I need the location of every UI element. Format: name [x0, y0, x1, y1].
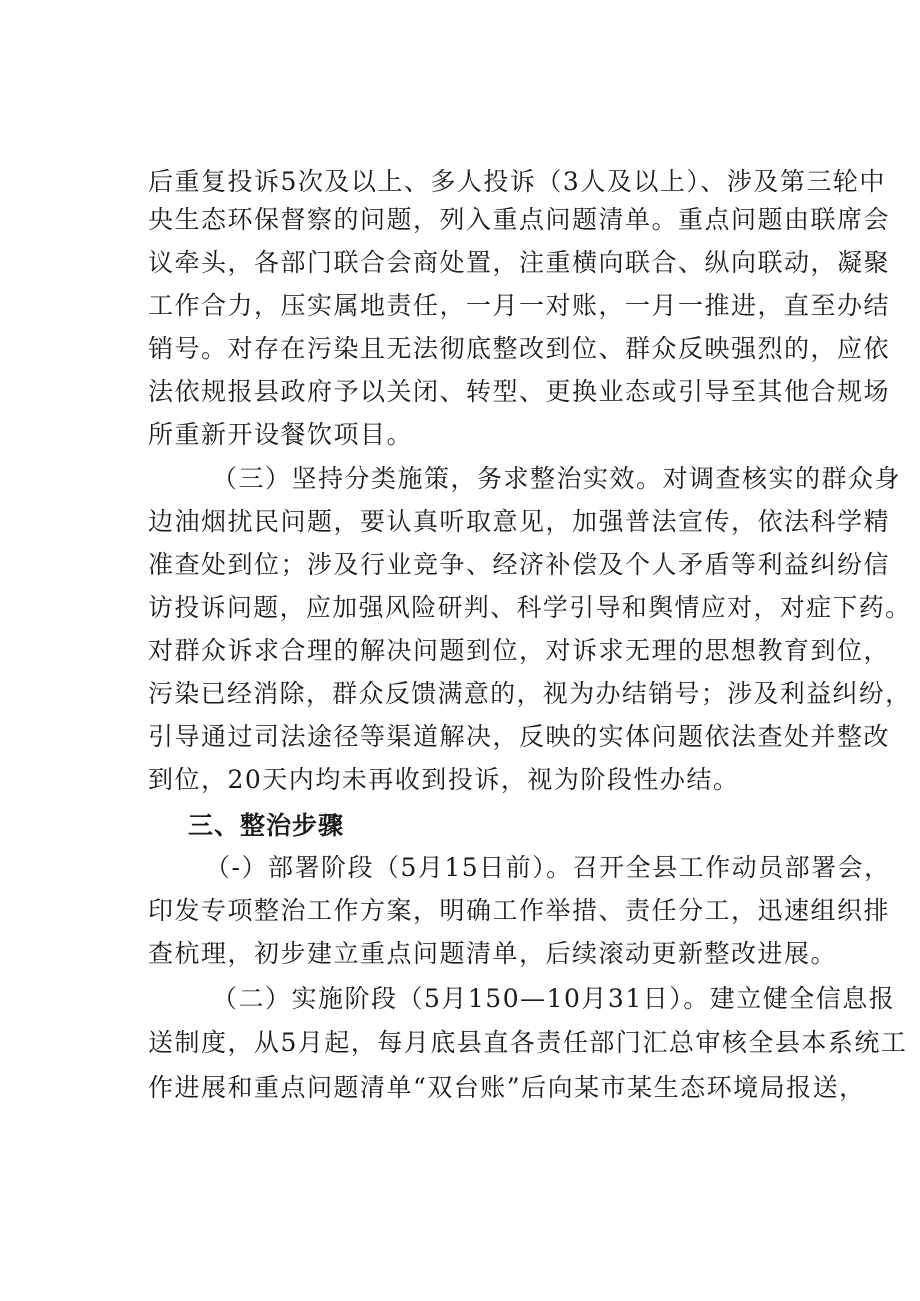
- text-line: 作进展和重点问题清单“双台账”后向某市某生态环境局报送，: [148, 1073, 866, 1102]
- paragraph-start-line: （三）坚持分类施策，务求整治实效。对调查核实的群众身: [212, 464, 902, 493]
- section-heading: 三、整治步骤: [188, 811, 345, 840]
- text-line: 边油烟扰民问题，要认真听取意见，加强普法宣传，依法科学精: [148, 507, 891, 536]
- text-line: 访投诉问题，应加强风险研判、科学引导和舆情应对，对症下药。: [148, 593, 912, 622]
- text-line: 法依规报县政府予以关闭、转型、更换业态或引导至其他合规场: [148, 377, 891, 406]
- text-line: 查杭理，初步建立重点问题清单，后续滚动更新整改进展。: [148, 939, 838, 968]
- text-line: 所重新开设餐饮项目。: [148, 420, 414, 449]
- paragraph-start-line: （-）部署阶段（5月15日前）。召开全县工作动员部署会，: [205, 853, 891, 882]
- text-line: 到位，20天内均未再收到投诉，视为阶段性办结。: [148, 765, 740, 794]
- text-line: 送制度，从5月起，每月底县直各责任部门汇总审核全县本系统工: [148, 1028, 908, 1057]
- text-line: 准查处到位；涉及行业竞争、经济补偿及个人矛盾等利益纠纷信: [148, 550, 891, 579]
- text-line: 后重复投诉5次及以上、多人投诉（3人及以上）、涉及第三轮中: [148, 167, 886, 196]
- text-line: 议牵头，各部门联合会商处置，注重横向联合、纵向联动，凝聚: [148, 248, 891, 277]
- text-line: 央生态环保督察的问题，列入重点问题清单。重点问题由联席会: [148, 205, 891, 234]
- text-line: 引导通过司法途径等渠道解决，反映的实体问题依法查处并整改: [148, 722, 891, 751]
- text-line: 销号。对存在污染且无法彻底整改到位、群众反映强烈的，应依: [148, 334, 891, 363]
- text-line: 工作合力，压实属地责任，一月一对账，一月一推进，直至办结: [148, 291, 891, 320]
- text-line: 印发专项整治工作方案，明确工作举措、责任分工，迅速组织排: [148, 896, 891, 925]
- text-line: 污染已经消除，群众反馈满意的，视为办结销号；涉及利益纠纷，: [148, 679, 912, 708]
- paragraph-start-line: （二）实施阶段（5月150—10月31日）。建立健全信息报: [212, 984, 896, 1013]
- text-line: 对群众诉求合理的解决问题到位，对诉求无理的思想教育到位，: [148, 636, 891, 665]
